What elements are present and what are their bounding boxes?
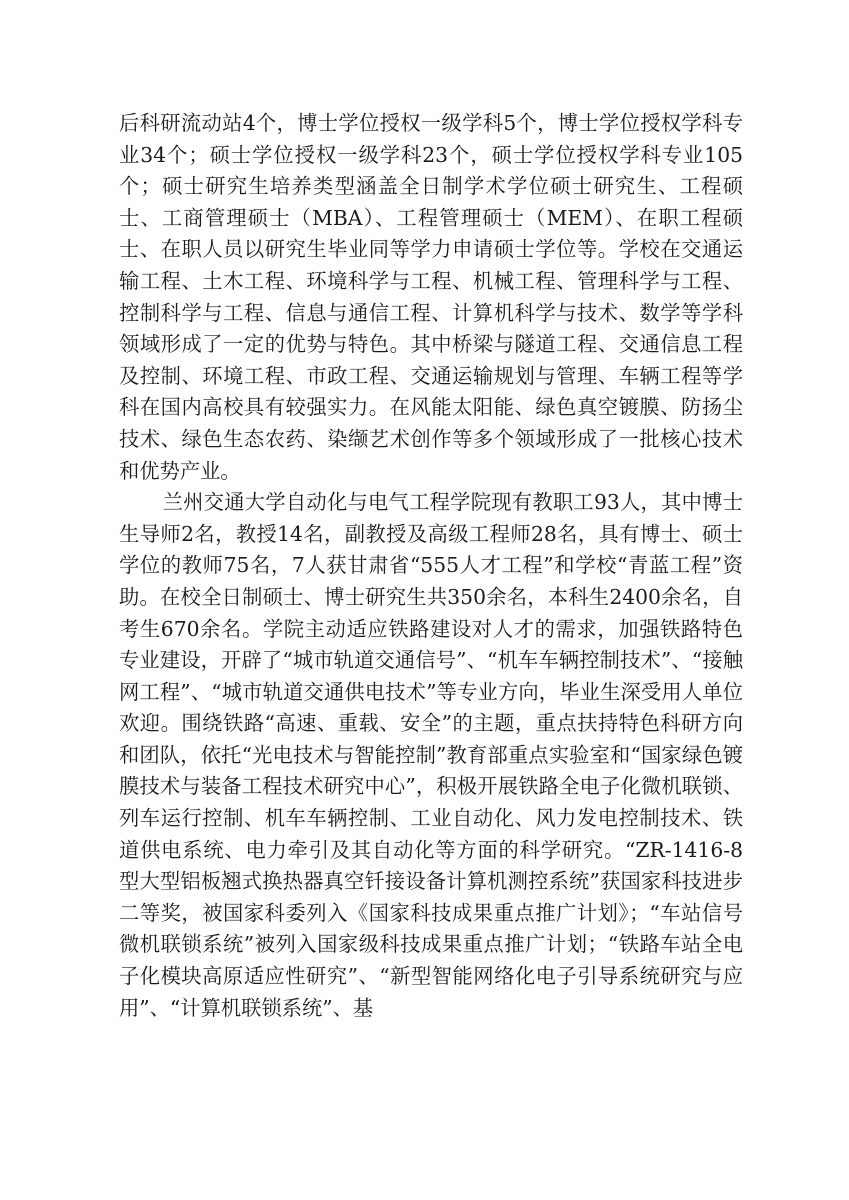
paragraph-continued: 后科研流动站4个，博士学位授权一级学科5个，博士学位授权学科专业34个；硕士学位授权一级学科23个，硕士学位授权学科专业105个；硕士研究生培养类型涵盖全日制学术学位硕士研究生、工程硕士、工商管理硕士（MBA）、工程管理硕士（MEM）、在职工程硕士、在职人员以研究生毕业同等学力申请硕士学位等。学校在交通运输工程、土木工程、环境科学与工程、机械工程、管理科学与工程、控制科学与工程、信息与通信工程、计算机科学与技术、数学等学科领域形成了一定的优势与特色。其中桥梁与隧道工程、交通信息工程及控制、环境工程、市政工程、交通运输规划与管理、车辆工程等学科在国内高校具有较强实力。在风能太阳能、绿色真空镀膜、防扬尘技术、绿色生态农药、染缬艺术创作等多个领域形成了一批核心技术和优势产业。 bbox=[119, 111, 743, 483]
paragraph-college-intro: 兰州交通大学自动化与电气工程学院现有教职工93人，其中博士生导师2名，教授14名，副教授及高级工程师28名，具有博士、硕士学位的教师75名，7人获甘肃省“555人才工程”和学校“青蓝工程”资助。在校全日制硕士、博士研究生共350余名，本科生2400余名，自考生670余名。学院主动适应铁路建设对人才的需求，加强铁路特色专业建设，开辟了“城市轨道交通信号”、“机车车辆控制技术”、“接触网工程”、“城市轨道交通供电技术”等专业方向，毕业生深受用人单位欢迎。围绕铁路“高速、重载、安全”的主题，重点扶持特色科研方向和团队，依托“光电技术与智能控制”教育部重点实验室和“国家绿色镀膜技术与装备工程技术研究中心”，积极开展铁路全电子化微机联锁、列车运行控制、机车车辆控制、工业自动化、风力发电控制技术、铁道供电系统、电力牵引及其自动化等方面的科学研究。“ZR-1416-8型大型铝板翘式换热器真空钎接设备计算机测控系统”获国家科技进步二等奖，被国家科委列入《国家科技成果重点推广计划》；“车站信号微机联锁系统”被列入国家级科技成果重点推广计划；“铁路车站全电子化模块高原适应性研究”、“新型智能网络化电子引导系统研究与应用”、“计算机联锁系统”、基 bbox=[119, 490, 743, 1020]
